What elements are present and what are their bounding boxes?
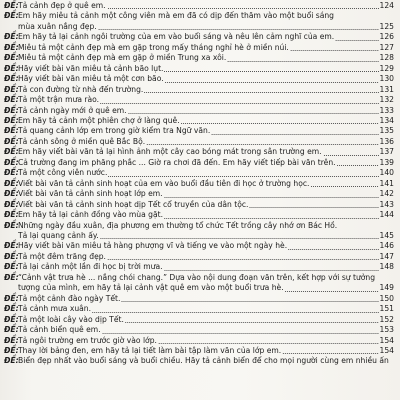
entry-title: “Cảnh vật trưa hè ... nắng chói chang.” Dựa vào nội dung đoạn văn trên, kết hợp với sự tưởng	[18, 272, 376, 282]
page-number: 130	[379, 74, 394, 84]
dot-leader	[290, 50, 379, 51]
page-number: 133	[379, 105, 394, 115]
toc-entry	[4, 64, 394, 74]
page-number: 149	[379, 283, 394, 293]
page-number: 150	[379, 293, 394, 303]
entry-title: Miêu tả một cảnh đẹp mà em gặp trong mấy tháng nghỉ hè ở miền núi.	[18, 42, 289, 52]
entry-title: Tả con đường từ nhà đến trường.	[18, 84, 144, 94]
page-number: 141	[379, 178, 394, 188]
toc-entry	[4, 304, 394, 314]
entry-label: ĐỀ:	[4, 251, 19, 261]
entry-label: ĐỀ:	[4, 157, 19, 167]
toc-entry	[4, 325, 394, 335]
page-number: 139	[379, 157, 394, 167]
entry-label: ĐỀ:	[4, 126, 19, 136]
entry-title: Em hãy tả lại cảnh đồng vào mùa gặt.	[18, 210, 164, 220]
page-number: 140	[379, 168, 394, 178]
page-number: 137	[379, 147, 394, 157]
page-number: 153	[379, 325, 394, 335]
entry-label: ĐỀ:	[4, 147, 19, 157]
entry-title: Cả trường đang im phăng phắc ... Giờ ra chơi đã đến. Em hãy viết tiếp bài văn trên.	[18, 157, 336, 167]
entry-label: ĐỀ:	[4, 11, 19, 21]
dot-leader	[125, 322, 379, 323]
entry-title: Tả một cảnh đào ngày Tết.	[18, 293, 121, 303]
entry-title: Hãy viết bài văn miêu tả một cơn bão.	[18, 74, 164, 84]
entry-title: Tả cảnh ngày mới ở quê em.	[18, 105, 127, 115]
entry-label: ĐỀ:	[4, 42, 19, 52]
dot-leader	[121, 301, 378, 302]
dot-leader	[107, 259, 379, 260]
page-number: 126	[379, 32, 394, 42]
page-number: 143	[379, 199, 394, 209]
page-number: 145	[379, 230, 394, 240]
page-number: 124	[379, 1, 394, 10]
entry-title: mùa xuân nắng đẹp.	[18, 21, 97, 31]
entry-label: ĐỀ:	[4, 63, 19, 73]
page-number: 128	[379, 53, 394, 63]
dot-leader	[285, 291, 379, 292]
dot-leader	[335, 40, 378, 41]
entry-label: ĐỀ:	[4, 325, 19, 335]
page-number: 135	[379, 126, 394, 136]
toc-entry-continuation	[4, 231, 394, 241]
entry-label: ĐỀ:	[4, 314, 19, 324]
toc-entry	[4, 74, 394, 84]
entry-label: ĐỀ:	[4, 356, 19, 366]
toc-entry	[4, 336, 394, 346]
dot-leader	[249, 207, 378, 208]
entry-title: Hãy viết bài văn miêu tả cảnh bão lụt.	[18, 63, 164, 73]
entry-title: Thay lời bảng đen, em hãy tả lại tiết làm bài tập làm văn của lớp em.	[18, 345, 282, 355]
toc-entry	[4, 241, 394, 251]
toc-entry	[4, 85, 394, 95]
page-number: 127	[379, 42, 394, 52]
entry-label: ĐỀ:	[4, 293, 19, 303]
toc-entry-continuation	[4, 283, 394, 293]
entry-label: ĐỀ:	[4, 262, 19, 272]
toc-entry	[4, 273, 394, 283]
dot-leader	[92, 312, 378, 313]
entry-label: ĐỀ:	[4, 84, 19, 94]
entry-label: ĐỀ:	[4, 32, 19, 42]
toc-entry	[4, 356, 394, 366]
dot-leader	[211, 134, 378, 135]
page-number: 154	[379, 345, 394, 355]
page-number: 132	[379, 95, 394, 105]
entry-title: Tả cảnh biển quê em.	[18, 325, 101, 335]
entry-label: ĐỀ:	[4, 272, 19, 282]
toc-entry	[4, 294, 394, 304]
toc-entry	[4, 252, 394, 262]
entry-title: Tả cảnh sông ở miền quê Bắc Bộ.	[18, 136, 146, 146]
entry-title: Tả quang cảnh lớp em trong giờ kiểm tra Ngữ văn.	[18, 126, 211, 136]
dot-leader	[100, 238, 379, 239]
dot-leader	[164, 197, 379, 198]
toc-entry	[4, 200, 394, 210]
page-number: 147	[379, 251, 394, 261]
entry-label: ĐỀ:	[4, 95, 19, 105]
entry-label: ĐỀ:	[4, 220, 19, 230]
entry-label: ĐỀ:	[4, 115, 19, 125]
entry-label: ĐỀ:	[4, 1, 19, 10]
toc-entry	[4, 189, 394, 199]
entry-title: Tả một đêm trăng đẹp.	[18, 251, 106, 261]
toc-entry	[4, 32, 394, 42]
page-number: 151	[379, 304, 394, 314]
page-number: 142	[379, 189, 394, 199]
entry-title: Viết bài văn tả cảnh sinh hoạt lớp em.	[18, 189, 163, 199]
entry-label: ĐỀ:	[4, 105, 19, 115]
page-number: 154	[379, 335, 394, 345]
entry-label: ĐỀ:	[4, 304, 19, 314]
toc-entry	[4, 210, 394, 220]
entry-title: Tả cảnh đẹp ở quê em.	[18, 1, 106, 10]
entry-title: Tả cảnh mưa xuân.	[18, 304, 92, 314]
entry-label: ĐỀ:	[4, 53, 19, 63]
toc-entry	[4, 106, 394, 116]
dot-leader	[108, 176, 378, 177]
dot-leader	[144, 92, 378, 93]
entry-label: ĐỀ:	[4, 241, 19, 251]
entry-title: Em hãy viết bài văn tả lại hình ảnh một cây cao bóng mát trong sân trường em.	[18, 147, 322, 157]
page-number: 152	[379, 314, 394, 324]
toc-entry	[4, 137, 394, 147]
entry-title: Những ngày đầu xuân, địa phương em thường tổ chức Tết trồng cây nhớ ơn Bác Hồ.	[18, 220, 338, 230]
dot-leader	[227, 61, 378, 62]
dot-leader	[146, 144, 378, 145]
page-number: 134	[379, 115, 394, 125]
entry-title: Viết bài văn tả cảnh sinh hoạt của em vào buổi đầu tiên đi học ở trường học.	[18, 178, 310, 188]
entry-title: Em hãy tả cảnh một phiên chợ ở làng quê.	[18, 115, 180, 125]
page-number: 144	[379, 210, 394, 220]
toc-entry	[4, 221, 394, 231]
page-number: 148	[379, 262, 394, 272]
page-number: 136	[379, 136, 394, 146]
dot-leader	[164, 71, 378, 72]
entry-title: Biển đẹp nhất vào buổi sáng và buổi chiều. Hãy tả cảnh biển để cho mọi người cùng em nhiều ấn	[18, 356, 389, 366]
entry-label: ĐỀ:	[4, 335, 19, 345]
dot-leader	[288, 249, 378, 250]
toc-entry	[4, 53, 394, 63]
toc-entry	[4, 11, 394, 21]
entry-title: Tả ngôi trường em trước giờ vào lớp.	[18, 335, 157, 345]
entry-label: ĐỀ:	[4, 199, 19, 209]
entry-title: Tả một loài cây vào dịp Tết.	[18, 314, 124, 324]
page-number: 125	[379, 21, 394, 31]
toc-entry	[4, 158, 394, 168]
dot-leader	[158, 343, 379, 344]
entry-title: tượng của mình, em hãy tả lại cảnh vật quê em vào một buổi trưa hè.	[18, 283, 284, 293]
entry-label: ĐỀ:	[4, 168, 19, 178]
toc-entry	[4, 315, 394, 325]
dot-leader	[164, 270, 379, 271]
dot-leader	[107, 8, 379, 9]
dot-leader	[181, 123, 379, 124]
table-of-contents	[4, 1, 394, 367]
toc-entry	[4, 179, 394, 189]
toc-entry	[4, 126, 394, 136]
entry-title: Em hãy tả lại cảnh ngôi trường của em vào buổi sáng và nêu lên cảm nghĩ của em.	[18, 32, 335, 42]
entry-title: Tả lại quang cảnh ấy.	[18, 230, 99, 240]
dot-leader	[310, 186, 378, 187]
toc-entry-continuation	[4, 22, 394, 32]
dot-leader	[282, 353, 378, 354]
toc-entry	[4, 95, 394, 105]
toc-entry	[4, 116, 394, 126]
dot-leader	[165, 82, 379, 83]
dot-leader	[323, 155, 379, 156]
dot-leader	[128, 113, 379, 114]
entry-label: ĐỀ:	[4, 178, 19, 188]
entry-title: Em hãy miêu tả cảnh một công viên mà em đã có dịp đến thăm vào một buổi sáng	[18, 11, 335, 21]
page-number: 129	[379, 63, 394, 73]
entry-label: ĐỀ:	[4, 210, 19, 220]
entry-title: Tả một trận mưa rào.	[18, 95, 100, 105]
entry-label: ĐỀ:	[4, 136, 19, 146]
dot-leader	[98, 29, 379, 30]
toc-entry	[4, 346, 394, 356]
dot-leader	[102, 333, 379, 334]
toc-entry	[4, 1, 394, 11]
entry-label: ĐỀ:	[4, 345, 19, 355]
entry-title: Viết bài văn tả cảnh sinh hoạt dịp Tết cổ truyền của dân tộc.	[18, 199, 249, 209]
dot-leader	[100, 103, 378, 104]
entry-title: Tả lại cảnh một lần đi học bị trời mưa.	[18, 262, 163, 272]
toc-entry	[4, 168, 394, 178]
dot-leader	[164, 218, 378, 219]
dot-leader	[337, 165, 379, 166]
entry-title: Miêu tả một cảnh đẹp mà em gặp ở miền Trung xa xôi.	[18, 53, 227, 63]
toc-entry	[4, 262, 394, 272]
toc-entry	[4, 147, 394, 157]
page-number: 146	[379, 241, 394, 251]
entry-title: Hãy viết bài văn miêu tả hàng phượng vĩ và tiếng ve vào một ngày hè.	[18, 241, 288, 251]
entry-title: Tả một công viên nước.	[18, 168, 108, 178]
page-number: 131	[379, 84, 394, 94]
toc-entry	[4, 43, 394, 53]
entry-label: ĐỀ:	[4, 74, 19, 84]
entry-label: ĐỀ:	[4, 189, 19, 199]
